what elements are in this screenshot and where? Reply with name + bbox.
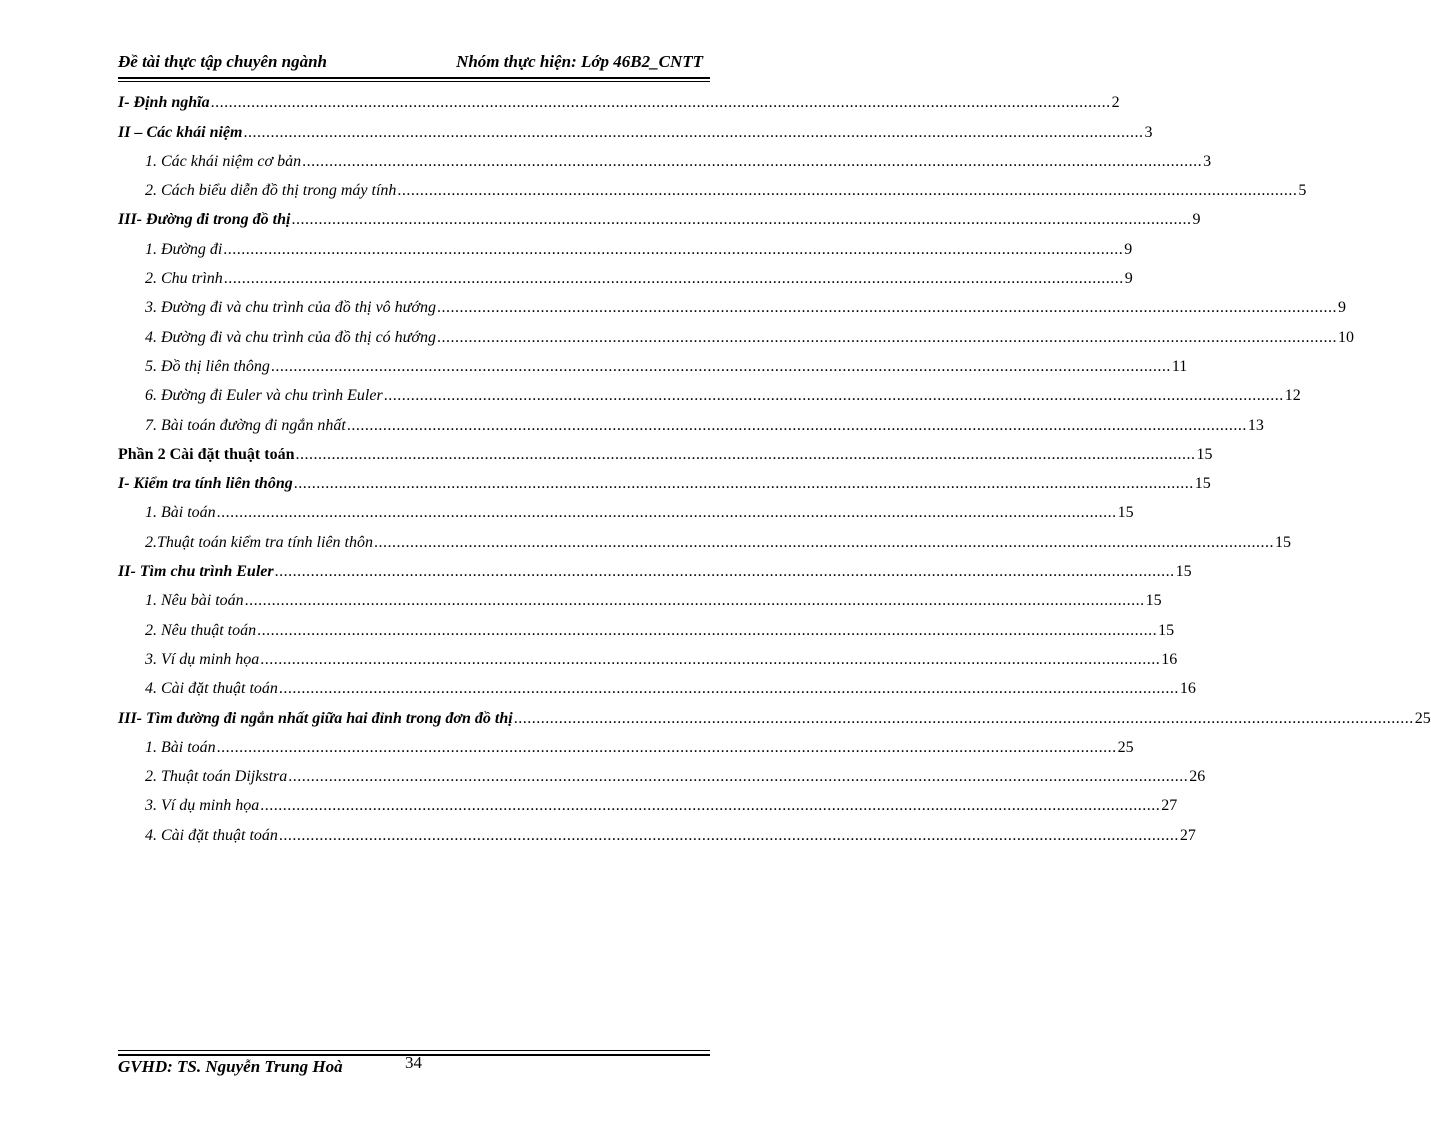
toc-entry-title: I- Kiểm tra tính liên thông <box>118 475 293 493</box>
toc-entry-title: I- Định nghĩa <box>118 94 210 112</box>
toc-entry-title: III- Đường đi trong đồ thị <box>118 211 291 229</box>
toc-entry[interactable] <box>118 729 1134 758</box>
header-rule-thick <box>118 77 710 79</box>
toc-entry-title: II- Tìm chu trình Euler <box>118 563 274 581</box>
toc-entry[interactable] <box>118 377 1301 406</box>
toc-dot-leader: ........................................................................................................................................................................................................ <box>244 592 1145 610</box>
toc-entry-page: 11 <box>1171 357 1188 375</box>
toc-entry-title: 3. Ví dụ minh họa <box>145 797 260 815</box>
toc-entry[interactable] <box>118 641 1178 670</box>
toc-entry[interactable] <box>118 260 1133 289</box>
toc-entry-page: 26 <box>1189 768 1206 786</box>
toc-entry-page: 3 <box>1144 123 1153 141</box>
toc-entry-page: 15 <box>1145 592 1162 610</box>
toc-entry-page: 15 <box>1194 475 1211 493</box>
toc-entry-title: 2. Thuật toán Dijkstra <box>145 768 288 786</box>
toc-entry-title: 1. Bài toán <box>145 738 216 756</box>
footer-rule-thin <box>118 1050 710 1051</box>
toc-entry-page: 15 <box>1158 621 1175 639</box>
toc-entry[interactable] <box>118 523 1291 552</box>
toc-entry-title: 2. Cách biểu diễn đồ thị trong máy tính <box>145 182 397 200</box>
toc-entry-page: 27 <box>1161 797 1178 815</box>
toc-entry-page: 9 <box>1124 270 1133 288</box>
toc-entry[interactable] <box>118 318 1354 347</box>
toc-entry-title: 4. Đường đi và chu trình của đồ thị có hướng <box>145 328 436 346</box>
toc-entry-page: 16 <box>1161 650 1178 668</box>
toc-entry-title: 3. Ví dụ minh họa <box>145 650 260 668</box>
toc-entry[interactable] <box>118 582 1162 611</box>
table-of-contents <box>118 84 1431 846</box>
toc-entry[interactable] <box>118 611 1175 640</box>
toc-entry-title: 2. Nêu thuật toán <box>145 621 257 639</box>
toc-entry[interactable] <box>118 670 1196 699</box>
toc-entry-page: 12 <box>1284 387 1301 405</box>
toc-entry[interactable] <box>118 201 1201 230</box>
toc-entry[interactable] <box>118 230 1133 259</box>
toc-dot-leader: ........................................................................................................................................................................................................ <box>295 445 1196 463</box>
toc-entry-title: 6. Đường đi Euler và chu trình Euler <box>145 387 383 405</box>
toc-entry-title: 2.Thuật toán kiểm tra tính liên thôn <box>145 533 373 551</box>
toc-dot-leader: ........................................................................................................................................................................................................ <box>513 709 1414 727</box>
toc-entry-page: 15 <box>1196 445 1213 463</box>
toc-entry-title: 7. Bài toán đường đi ngắn nhất <box>145 416 346 434</box>
toc-entry[interactable] <box>118 143 1212 172</box>
toc-dot-leader: ........................................................................................................................................................................................................ <box>216 504 1117 522</box>
toc-entry[interactable] <box>118 113 1153 142</box>
toc-entry[interactable] <box>118 699 1431 728</box>
footer-supervisor: GVHD: TS. Nguyễn Trung Hoà <box>118 1057 343 1076</box>
toc-entry-title: 1. Bài toán <box>145 504 216 522</box>
toc-entry-page: 3 <box>1203 152 1212 170</box>
toc-entry-page: 9 <box>1124 240 1133 258</box>
toc-entry-page: 13 <box>1247 416 1264 434</box>
toc-entry[interactable] <box>118 494 1134 523</box>
toc-dot-leader: ........................................................................................................................................................................................................ <box>397 182 1298 200</box>
toc-entry-title: 4. Cài đặt thuật toán <box>145 680 278 698</box>
toc-entry[interactable] <box>118 172 1307 201</box>
toc-dot-leader: ........................................................................................................................................................................................................ <box>346 416 1247 434</box>
toc-dot-leader: ........................................................................................................................................................................................................ <box>243 123 1144 141</box>
toc-entry[interactable] <box>118 787 1178 816</box>
toc-entry[interactable] <box>118 348 1188 377</box>
toc-dot-leader: ........................................................................................................................................................................................................ <box>278 680 1179 698</box>
toc-entry-page: 25 <box>1414 709 1431 727</box>
toc-entry[interactable] <box>118 758 1206 787</box>
toc-entry-title: 1. Đường đi <box>145 240 223 258</box>
header-rule-thin <box>118 81 710 82</box>
page-number: 34 <box>405 1053 422 1072</box>
toc-entry-page: 9 <box>1192 211 1201 229</box>
toc-entry[interactable] <box>118 465 1211 494</box>
toc-entry-page: 2 <box>1111 94 1120 112</box>
toc-entry-title: Phần 2 Cài đặt thuật toán <box>118 445 295 463</box>
toc-entry[interactable] <box>118 553 1192 582</box>
toc-entry[interactable] <box>118 436 1213 465</box>
toc-entry-page: 15 <box>1175 563 1192 581</box>
toc-entry-page: 15 <box>1117 504 1134 522</box>
toc-entry-title: III- Tìm đường đi ngắn nhất giữa hai đỉnh trong đơn đồ thị <box>118 709 513 727</box>
toc-dot-leader: ........................................................................................................................................................................................................ <box>288 768 1189 786</box>
toc-entry[interactable] <box>118 406 1264 435</box>
toc-entry-page: 5 <box>1298 182 1307 200</box>
toc-entry-title: 4. Cài đặt thuật toán <box>145 826 278 844</box>
toc-entry-title: 5. Đồ thị liên thông <box>145 357 270 375</box>
toc-entry-title: II – Các khái niệm <box>118 123 243 141</box>
toc-dot-leader: ........................................................................................................................................................................................................ <box>436 328 1337 346</box>
toc-dot-leader: ........................................................................................................................................................................................................ <box>223 240 1124 258</box>
toc-dot-leader: ........................................................................................................................................................................................................ <box>260 650 1161 668</box>
toc-entry-title: 3. Đường đi và chu trình của đồ thị vô hướng <box>145 299 436 317</box>
toc-entry[interactable] <box>118 84 1120 113</box>
toc-entry-title: 1. Nêu bài toán <box>145 592 244 610</box>
toc-dot-leader: ........................................................................................................................................................................................................ <box>260 797 1161 815</box>
header-project-title: Đề tài thực tập chuyên ngành <box>118 52 328 71</box>
toc-entry-page: 16 <box>1179 680 1196 698</box>
toc-dot-leader: ........................................................................................................................................................................................................ <box>216 738 1117 756</box>
toc-dot-leader: ........................................................................................................................................................................................................ <box>436 299 1337 317</box>
page-header <box>118 52 703 76</box>
toc-dot-leader: ........................................................................................................................................................................................................ <box>257 621 1158 639</box>
header-group-info: Nhóm thực hiện: Lớp 46B2_CNTT <box>456 52 703 71</box>
toc-entry-title: 2. Chu trình <box>145 270 223 288</box>
toc-entry-page: 25 <box>1117 738 1134 756</box>
toc-dot-leader: ........................................................................................................................................................................................................ <box>210 94 1111 112</box>
toc-entry[interactable] <box>118 289 1346 318</box>
toc-dot-leader: ........................................................................................................................................................................................................ <box>270 357 1171 375</box>
toc-entry-page: 9 <box>1337 299 1346 317</box>
toc-dot-leader: ........................................................................................................................................................................................................ <box>278 826 1179 844</box>
toc-dot-leader: ........................................................................................................................................................................................................ <box>383 387 1284 405</box>
toc-entry-page: 27 <box>1179 826 1196 844</box>
toc-dot-leader: ........................................................................................................................................................................................................ <box>274 563 1175 581</box>
toc-dot-leader: ........................................................................................................................................................................................................ <box>302 152 1203 170</box>
toc-entry-page: 10 <box>1337 328 1354 346</box>
toc-dot-leader: ........................................................................................................................................................................................................ <box>293 475 1194 493</box>
toc-dot-leader: ........................................................................................................................................................................................................ <box>291 211 1192 229</box>
toc-entry-title: 1. Các khái niệm cơ bản <box>145 152 302 170</box>
toc-dot-leader: ........................................................................................................................................................................................................ <box>223 270 1124 288</box>
toc-entry[interactable] <box>118 816 1196 845</box>
toc-dot-leader: ........................................................................................................................................................................................................ <box>374 533 1274 551</box>
toc-entry-page: 15 <box>1275 533 1291 551</box>
